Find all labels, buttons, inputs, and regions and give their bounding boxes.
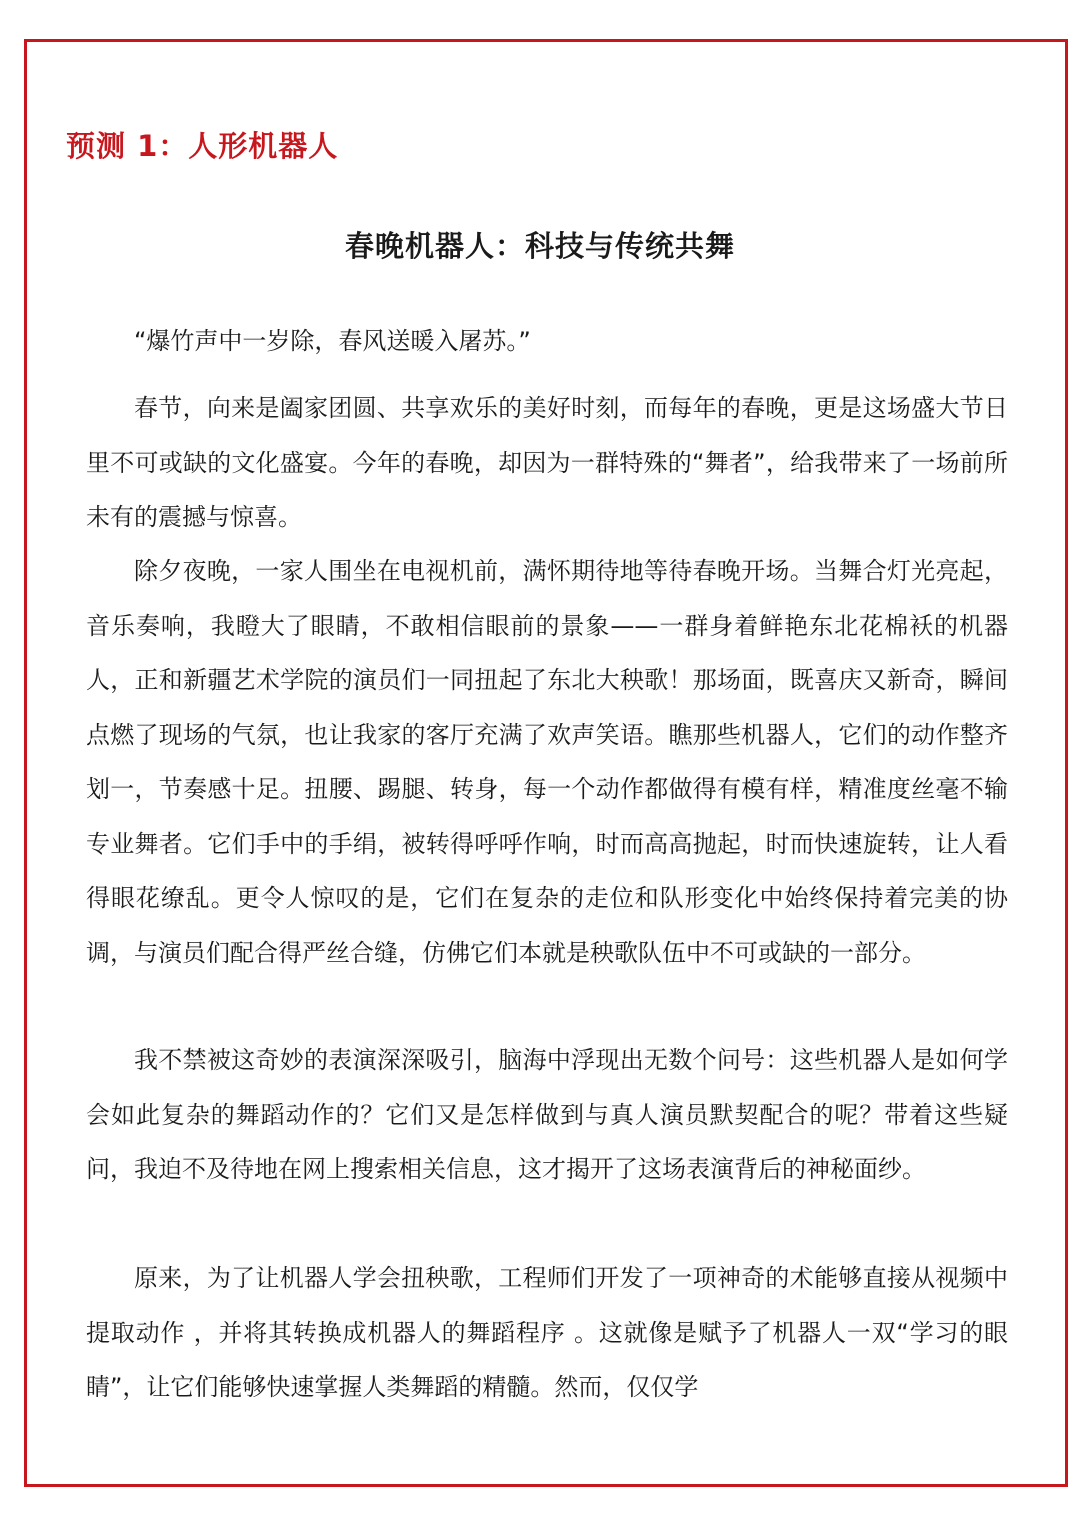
opening-quote: “爆竹声中一岁除，春风送暖入屠苏。” bbox=[134, 327, 531, 355]
article-title: 春晚机器人：科技与传统共舞 bbox=[344, 229, 735, 263]
paragraph: 我不禁被这奇妙的表演深深吸引，脑海中浮现出无数个问号：这些机器人是如何学会如此复杂的舞蹈动作的？它们又是怎样做到与真人演员默契配合的呢？带着这些疑问，我迫不及待地在网上搜索相关信息，这才揭开了这场表演背后的神秘面纱。 bbox=[86, 1046, 1008, 1183]
paragraph-3-block bbox=[86, 1033, 1008, 1197]
paragraph-2-block bbox=[86, 544, 1008, 980]
paragraph-1-block bbox=[86, 381, 1008, 545]
paragraph: 除夕夜晚，一家人围坐在电视机前，满怀期待地等待春晚开场。当舞合灯光亮起，音乐奏响，我瞪大了眼睛，不敢相信眼前的景象——一群身着鲜艳东北花棉袄的机器人，正和新疆艺术学院的演员们一同扭起了东北大秧歌！那场面，既喜庆又新奇，瞬间点燃了现场的气氛，也让我家的客厅充满了欢声笑语。瞧那些机器人，它们的动作整齐划一，节奏感十足。扭腰、踢腿、转身，每一个动作都做得有模有样，精准度丝毫不输专业舞者。它们手中的手绢，被转得呼呼作响，时而高高抛起，时而快速旋转，让人看得眼花缭乱。更令人惊叹的是，它们在复杂的走位和队形变化中始终保持着完美的协调，与演员们配合得严丝合缝，仿佛它们本就是秧歌队伍中不可或缺的一部分。 bbox=[86, 557, 1008, 967]
paragraph-4-block bbox=[86, 1251, 1008, 1415]
section-label: 预测 1：人形机器人 bbox=[66, 129, 339, 163]
paragraph: 春节，向来是阖家团圆、共享欢乐的美好时刻，而每年的春晚，更是这场盛大节日里不可或缺的文化盛宴。今年的春晚，却因为一群特殊的“舞者”，给我带来了一场前所未有的震撼与惊喜。 bbox=[86, 394, 1008, 531]
paragraph: 原来，为了让机器人学会扭秧歌，工程师们开发了一项神奇的术能够直接从视频中提取动作 ，并将其转换成机器人的舞蹈程序 。这就像是赋予了机器人一双“学习的眼睛”，让它们能够快速掌握人类舞蹈的精髓。然而，仅仅学 bbox=[86, 1264, 1008, 1401]
